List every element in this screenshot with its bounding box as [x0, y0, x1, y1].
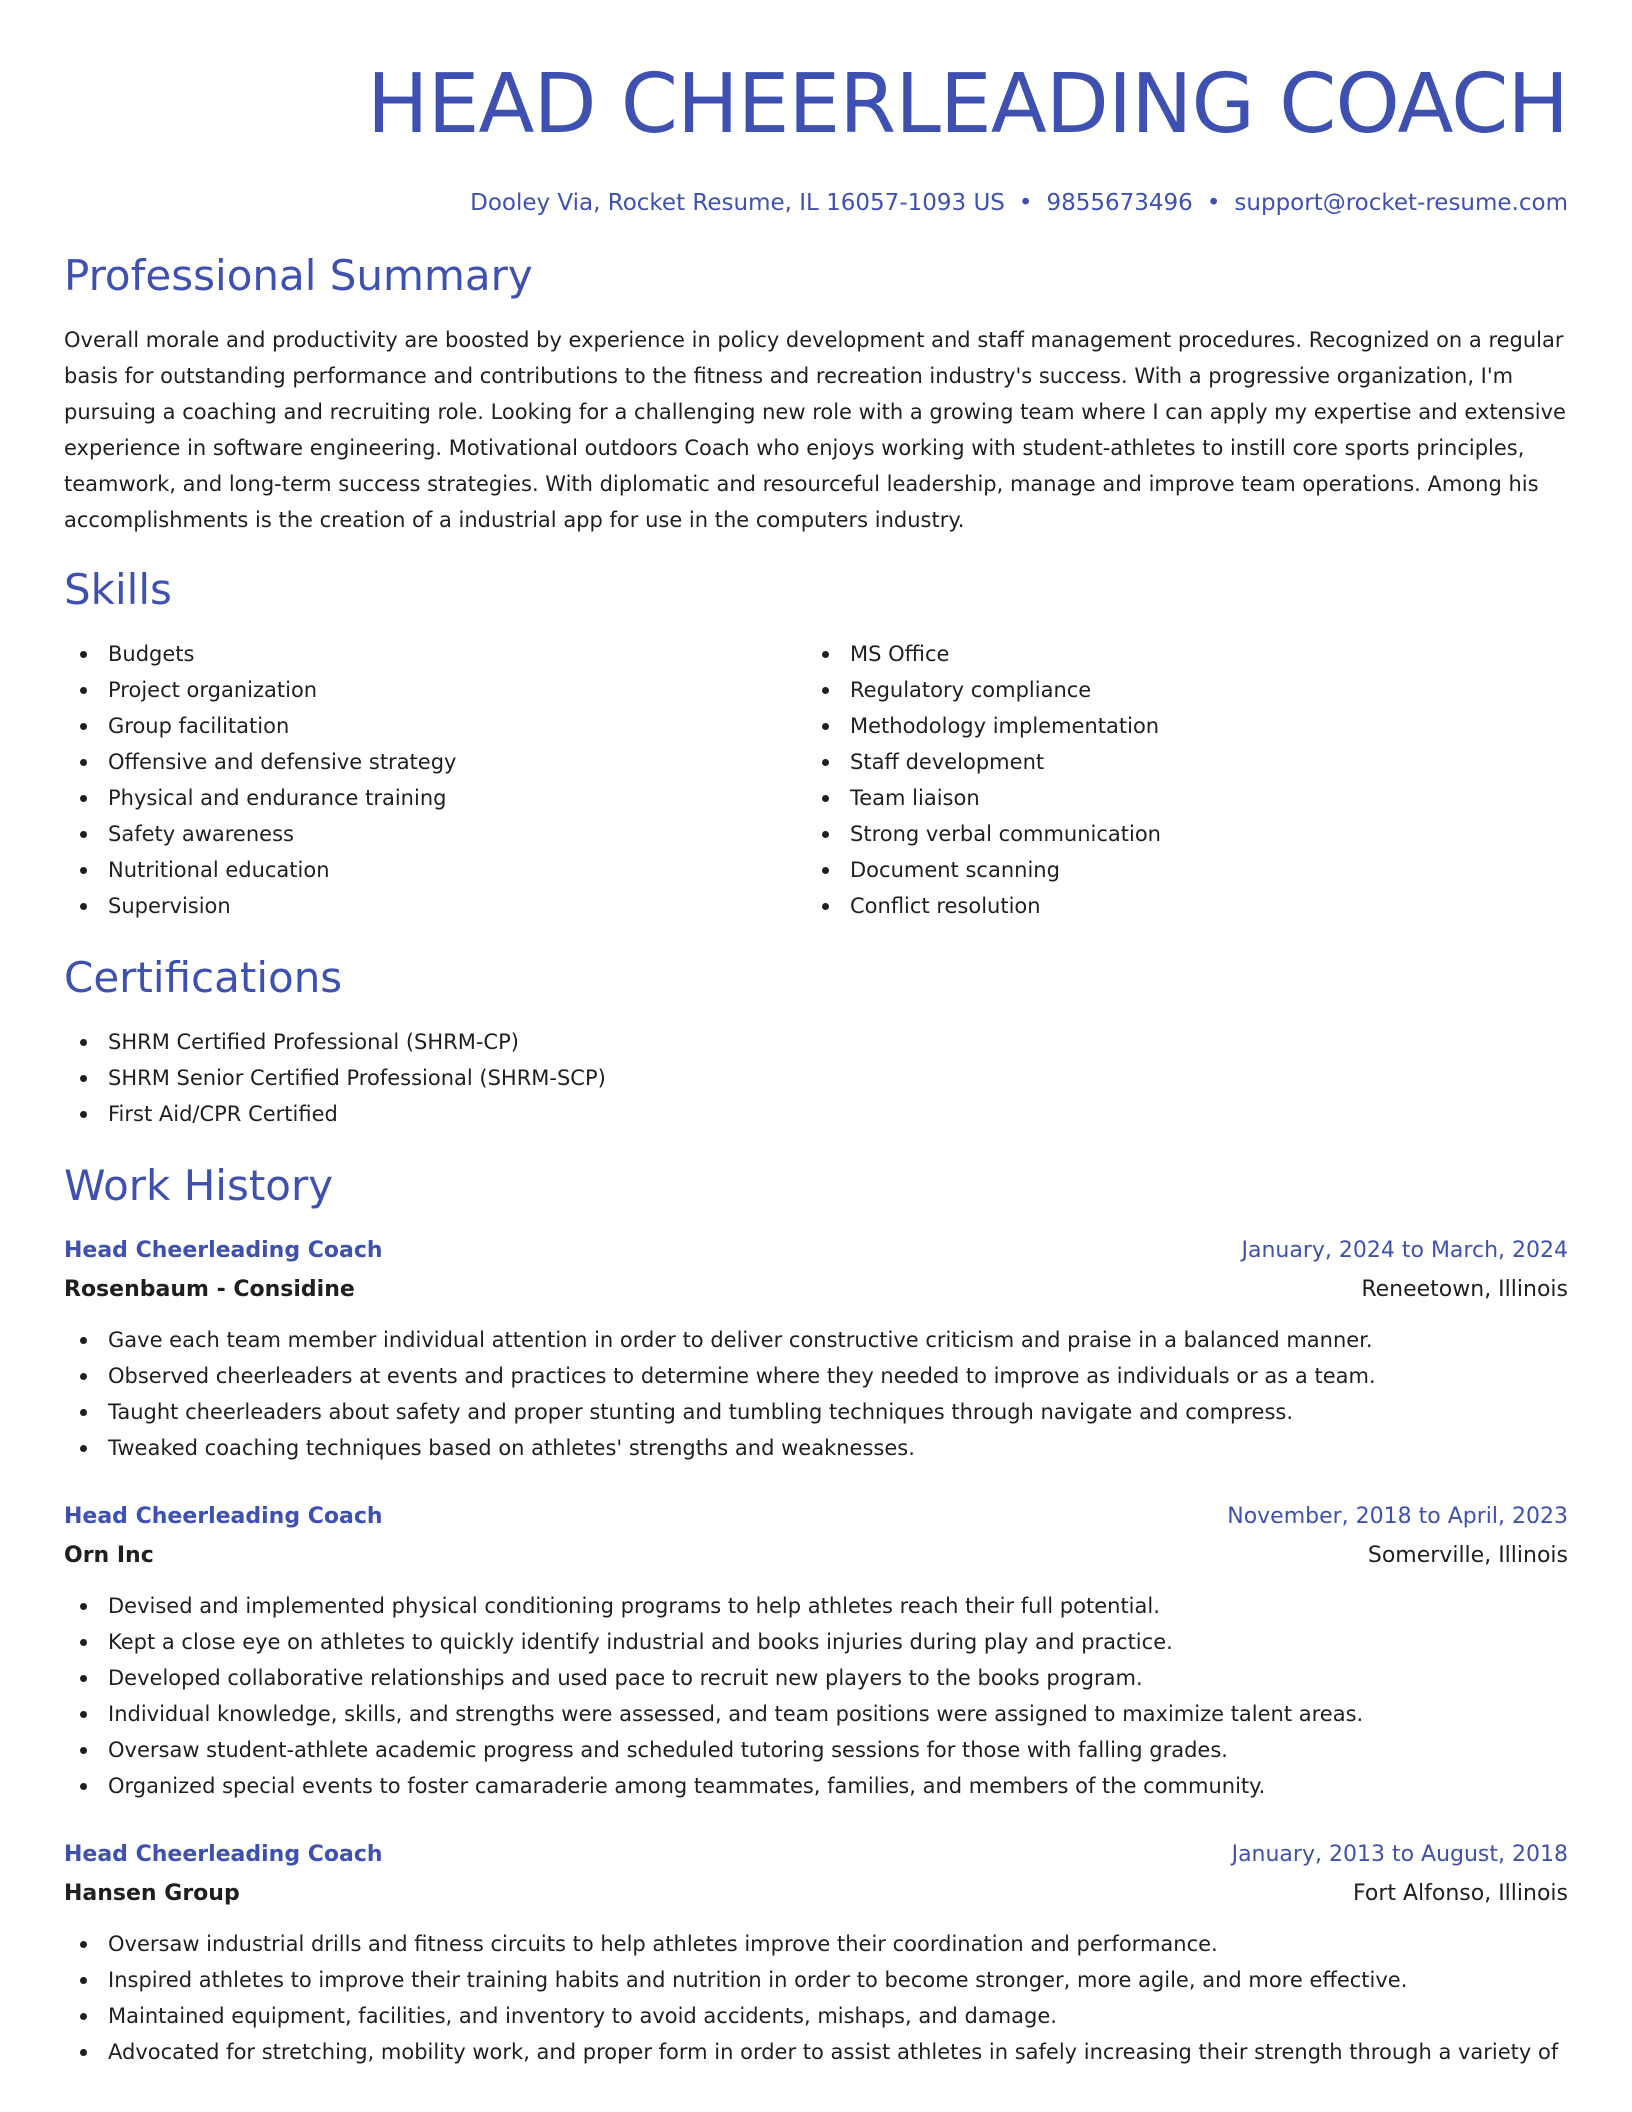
- job-company: Orn Inc: [64, 1543, 154, 1568]
- certification-item: SHRM Senior Certified Professional (SHRM-SCP): [64, 1060, 1568, 1096]
- contact-email-link[interactable]: support@rocket-resume.com: [1234, 190, 1568, 216]
- job-bullet: Oversaw industrial drills and fitness circuits to help athletes improve their coordination and performance.: [64, 1926, 1568, 1962]
- skill-item: Document scanning: [806, 852, 1548, 888]
- job-dates: November, 2018 to April, 2023: [1227, 1504, 1568, 1529]
- job-company-row: [64, 1270, 1568, 1310]
- skill-item: MS Office: [806, 636, 1548, 672]
- summary-section: [64, 248, 1568, 538]
- job-location: Reneetown, Illinois: [1361, 1277, 1568, 1302]
- job-bullet: Oversaw student-athlete academic progress and scheduled tutoring sessions for those with falling grades.: [64, 1732, 1568, 1768]
- job-title: Head Cheerleading Coach: [64, 1842, 383, 1867]
- job-bullet: Developed collaborative relationships and used pace to recruit new players to the books program.: [64, 1660, 1568, 1696]
- skills-grid: [64, 636, 1568, 924]
- page-title: HEAD CHEERLEADING COACH: [366, 57, 1568, 152]
- work-history-section: [64, 1158, 1568, 2070]
- contact-separator: •: [1018, 190, 1033, 216]
- job-bullet-list: [64, 1322, 1568, 1466]
- job-bullet-list: [64, 1926, 1568, 2070]
- skill-item: Staff development: [806, 744, 1548, 780]
- jobs-container: [64, 1232, 1568, 2070]
- certifications-list: [64, 1024, 1568, 1132]
- skill-item: Team liaison: [806, 780, 1548, 816]
- job-company: Hansen Group: [64, 1881, 240, 1906]
- job-company: Rosenbaum - Considine: [64, 1277, 355, 1302]
- skill-item: Physical and endurance training: [64, 780, 806, 816]
- summary-text: Overall morale and productivity are boosted by experience in policy development and staff management procedures. Recognized on a regular basis for outstanding performance and contributions to the fitness and recreation industry's success. With a progressive organization, I'm pursuing a coaching and recruiting role. Looking for a challenging new role with a growing team where I can apply my expertise and extensive experience in software engineering. Motivational outdoors Coach who enjoys working with student-athletes to instill core sports principles, teamwork, and long-term success strategies. With diplomatic and resourceful leadership, manage and improve team operations. Among his accomplishments is the creation of a industrial app for use in the computers industry.: [64, 328, 1566, 532]
- job-dates: January, 2024 to March, 2024: [1241, 1238, 1568, 1263]
- job-bullet-list: [64, 1588, 1568, 1804]
- job-location: Somerville, Illinois: [1367, 1543, 1568, 1568]
- contact-line: [64, 186, 1568, 220]
- job-title-row: [64, 1498, 1568, 1536]
- contact-separator: •: [1206, 190, 1221, 216]
- skill-item: Safety awareness: [64, 816, 806, 852]
- job-title: Head Cheerleading Coach: [64, 1238, 383, 1263]
- job-title-row: [64, 1836, 1568, 1874]
- job-bullet: Taught cheerleaders about safety and proper stunting and tumbling techniques through navigate and compress.: [64, 1394, 1568, 1430]
- skills-section: [64, 562, 1568, 924]
- job-title: Head Cheerleading Coach: [64, 1504, 383, 1529]
- job-bullet: Kept a close eye on athletes to quickly identify industrial and books injuries during play and practice.: [64, 1624, 1568, 1660]
- contact-address: Dooley Via, Rocket Resume, IL 16057-1093 US: [470, 190, 1005, 216]
- skills-column-left: [64, 636, 806, 924]
- work-history-heading: Work History: [64, 1161, 334, 1210]
- skills-heading: Skills: [64, 565, 172, 614]
- contact-phone: 9855673496: [1046, 190, 1193, 216]
- skill-item: Supervision: [64, 888, 806, 924]
- job-bullet: Observed cheerleaders at events and practices to determine where they needed to improve as individuals or as a team.: [64, 1358, 1568, 1394]
- skill-item: Budgets: [64, 636, 806, 672]
- job-company-row: [64, 1874, 1568, 1914]
- job-bullet: Devised and implemented physical conditioning programs to help athletes reach their full potential.: [64, 1588, 1568, 1624]
- certifications-heading: Certifications: [64, 953, 343, 1002]
- job-company-row: [64, 1536, 1568, 1576]
- job-bullet: Maintained equipment, facilities, and inventory to avoid accidents, mishaps, and damage.: [64, 1998, 1568, 2034]
- skill-item: Group facilitation: [64, 708, 806, 744]
- job-entry: [64, 1232, 1568, 1466]
- skill-item: Offensive and defensive strategy: [64, 744, 806, 780]
- skill-item: Strong verbal communication: [806, 816, 1548, 852]
- resume-header: [64, 0, 1568, 220]
- job-entry: [64, 1836, 1568, 2070]
- job-title-row: [64, 1232, 1568, 1270]
- job-dates: January, 2013 to August, 2018: [1231, 1842, 1568, 1867]
- job-bullet: Gave each team member individual attention in order to deliver constructive criticism and praise in a balanced manner.: [64, 1322, 1568, 1358]
- summary-heading: Professional Summary: [64, 251, 533, 300]
- job-bullet: Tweaked coaching techniques based on athletes' strengths and weaknesses.: [64, 1430, 1568, 1466]
- skill-item: Nutritional education: [64, 852, 806, 888]
- job-entry: [64, 1498, 1568, 1804]
- certification-item: SHRM Certified Professional (SHRM-CP): [64, 1024, 1568, 1060]
- certification-item: First Aid/CPR Certified: [64, 1096, 1568, 1132]
- skill-item: Regulatory compliance: [806, 672, 1548, 708]
- job-bullet: Inspired athletes to improve their training habits and nutrition in order to become stronger, more agile, and more effective.: [64, 1962, 1568, 1998]
- certifications-section: [64, 950, 1568, 1132]
- skills-column-right: [806, 636, 1548, 924]
- job-bullet: Organized special events to foster camaraderie among teammates, families, and members of the community.: [64, 1768, 1568, 1804]
- job-bullet: Advocated for stretching, mobility work, and proper form in order to assist athletes in safely increasing their strength through a variety of: [64, 2034, 1568, 2070]
- job-location: Fort Alfonso, Illinois: [1352, 1881, 1568, 1906]
- skill-item: Conflict resolution: [806, 888, 1548, 924]
- skill-item: Project organization: [64, 672, 806, 708]
- job-bullet: Individual knowledge, skills, and strengths were assessed, and team positions were assigned to maximize talent areas.: [64, 1696, 1568, 1732]
- skill-item: Methodology implementation: [806, 708, 1548, 744]
